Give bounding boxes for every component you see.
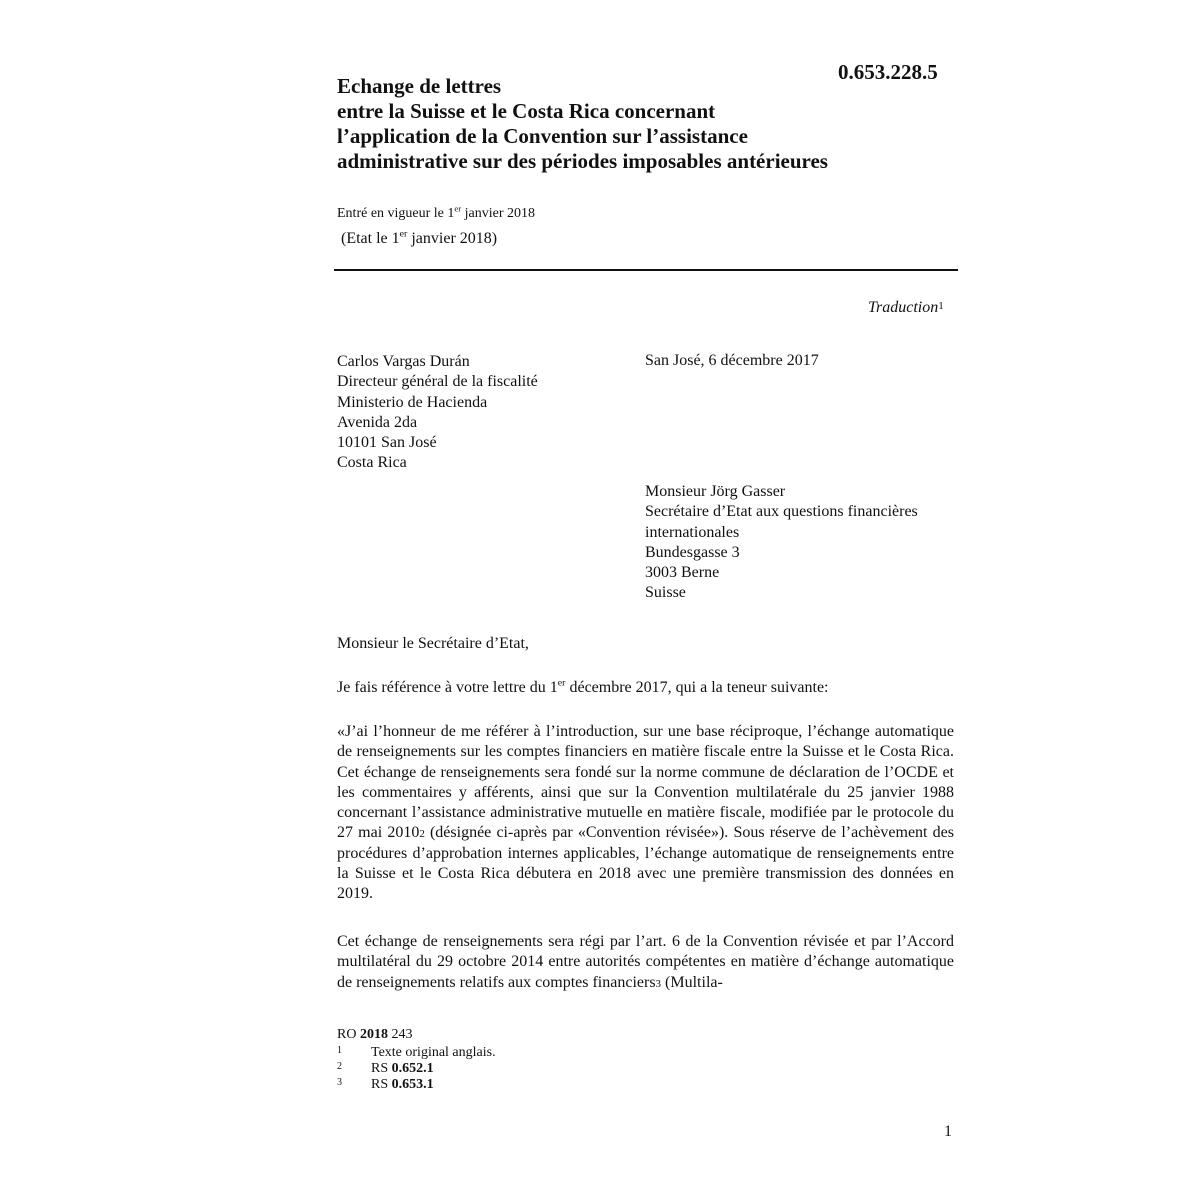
body-paragraph: Cet échange de renseignements sera régi par l’art. 6 de la Convention révisée et par l’Accord multilatéral du 29 octobre 2014 entre autorités compétentes en matière d’échange automatique de renseignements relatifs aux comptes financiers$^3$ (Multila- xyxy=(337,933,954,991)
recipient-line: Monsieur Jörg Gasser xyxy=(645,483,786,500)
recipient-line: Bundesgasse 3 xyxy=(645,543,740,561)
footnote-ref: 2 xyxy=(419,828,425,841)
document-title xyxy=(337,74,937,174)
sender-line: Costa Rica xyxy=(337,454,407,472)
footnotes xyxy=(337,1045,496,1093)
title-line: entre la Suisse et le Costa Rica concernant xyxy=(337,99,716,123)
sender-address xyxy=(337,352,538,474)
footnote-number: 1 xyxy=(337,1045,342,1056)
title-line: Echange de lettres xyxy=(337,74,502,98)
footnote-ref: 1 xyxy=(938,300,944,312)
body-paragraph: «J’ai l’honneur de me référer à l’introduction, sur une base réciproque, l’échange automatique de renseignements sur les comptes financiers en matière fiscale entre la Suisse et le Costa Rica. Cet échange de renseignements sera fondé sur la norme commune de déclaration de l’OCDE et les commentaires y afférents, ainsi que sur la Convention multilatérale du 25 janvier 1988 concernant l’assistance administrative mutuelle en matière fiscale, modifiée par le protocole du 27 mai 2010$^2$ (désignée ci-après par «Convention révisée»). Sous réserve de l’achèvement des procédures d’approbation internes applicables, l’échange automatique de renseignements entre la Suisse et le Costa Rica débutera en 2018 avec une première transmission des données en 2019. xyxy=(337,723,954,903)
sender-line: 10101 San José xyxy=(337,434,437,452)
header-divider xyxy=(334,269,958,271)
title-line: administrative sur des périodes imposables antérieures xyxy=(337,149,828,173)
official-compilation-ref: RO 2018 243 xyxy=(337,1027,413,1042)
translation-label: Traduction$^1$ xyxy=(868,299,944,316)
salutation: Monsieur le Secrétaire d’Etat, xyxy=(337,635,529,652)
place-date: San José, 6 décembre 2017 xyxy=(645,352,819,369)
page-number: 1 xyxy=(944,1123,952,1140)
recipient-line: 3003 Berne xyxy=(645,564,720,582)
footnote-text: RS 0.653.1 xyxy=(371,1077,434,1092)
intro-sentence: Je fais référence à votre lettre du 1er décembre 2017, qui a la teneur suivante: xyxy=(337,677,829,696)
state-date: (Etat le 1er janvier 2018) xyxy=(341,228,498,247)
title-line: l’application de la Convention sur l’assistance xyxy=(337,124,748,148)
footnote-text: RS 0.652.1 xyxy=(371,1061,434,1076)
document-number: 0.653.228.5 xyxy=(838,60,938,84)
footnote-text: Texte original anglais. xyxy=(371,1045,496,1060)
recipient-line: Secrétaire d’Etat aux questions financières xyxy=(645,503,918,521)
sender-line: Directeur général de la fiscalité xyxy=(337,373,538,391)
footnote-number: 2 xyxy=(337,1061,342,1072)
footnote-number: 3 xyxy=(337,1077,342,1088)
sender-line: Carlos Vargas Durán xyxy=(337,353,470,370)
sender-line: Ministerio de Hacienda xyxy=(337,393,488,411)
footnote-ref: 3 xyxy=(655,977,662,990)
sender-line: Avenida 2da xyxy=(337,413,418,431)
entry-into-force: Entré en vigueur le 1er janvier 2018 xyxy=(337,203,536,221)
recipient-line: internationales xyxy=(645,523,740,541)
footnote xyxy=(337,1077,496,1093)
recipient-line: Suisse xyxy=(645,584,686,602)
recipient-address xyxy=(645,482,918,604)
